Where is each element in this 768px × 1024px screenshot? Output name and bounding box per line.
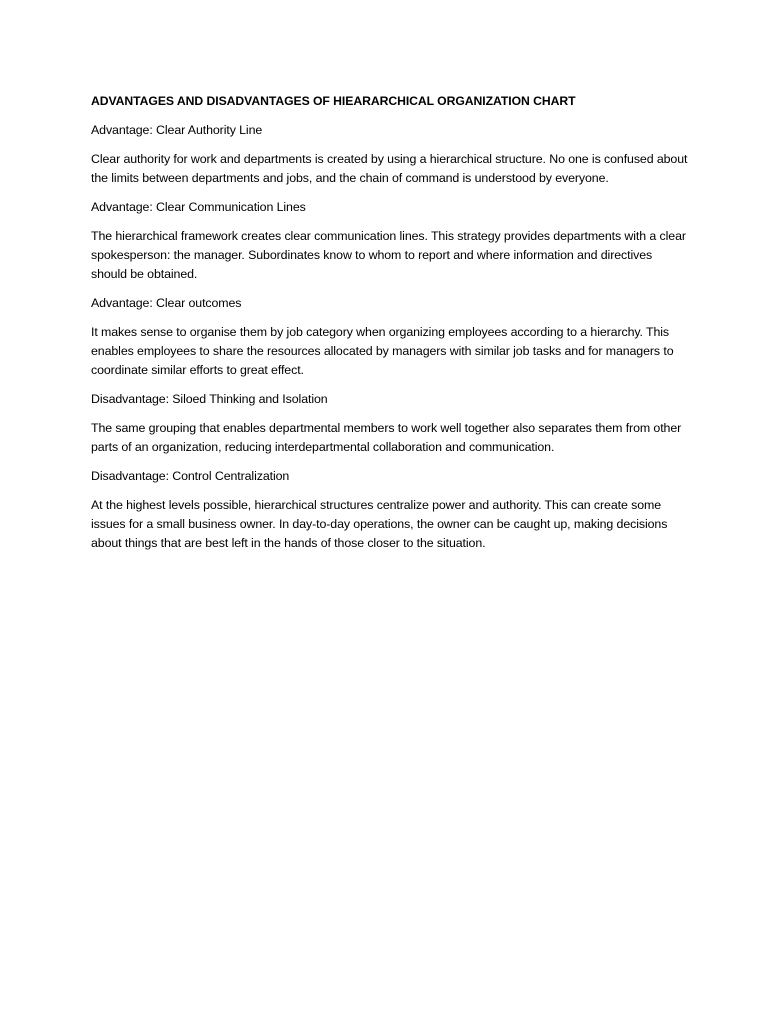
section-paragraph-clear-authority-line: Clear authority for work and departments is created by using a hierarchical structure. No one is confused about the limits between departments and jobs, and the chain of command is understood by everyone. <box>91 152 688 185</box>
section-paragraph-clear-communication-lines: The hierarchical framework creates clear communication lines. This strategy provides departments with a clear spokesperson: the manager. Subordinates know to whom to report and where information and directives should be obtained. <box>91 229 686 281</box>
section-heading-control-centralization: Disadvantage: Control Centralization <box>91 469 290 483</box>
section-paragraph-clear-outcomes: It makes sense to organise them by job category when organizing employees according to a hierarchy. This enables employees to share the resources allocated by managers with similar job tasks and for managers to coordinate similar efforts to great effect. <box>91 325 674 377</box>
document-body <box>91 92 691 563</box>
section-heading-clear-communication-lines: Advantage: Clear Communication Lines <box>91 200 306 214</box>
document-title: ADVANTAGES AND DISADVANTAGES OF HIEARARCHICAL ORGANIZATION CHART <box>91 94 576 108</box>
section-heading-clear-outcomes: Advantage: Clear outcomes <box>91 296 242 310</box>
section-paragraph-control-centralization: At the highest levels possible, hierarchical structures centralize power and authority. This can create some issues for a small business owner. In day-to-day operations, the owner can be caught up, making decisions about things that are best left in the hands of those closer to the situation. <box>91 498 668 550</box>
section-heading-siloed-thinking: Disadvantage: Siloed Thinking and Isolation <box>91 392 328 406</box>
section-paragraph-siloed-thinking: The same grouping that enables departmental members to work well together also separates them from other parts of an organization, reducing interdepartmental collaboration and communication. <box>91 421 682 454</box>
section-heading-clear-authority-line: Advantage: Clear Authority Line <box>91 123 263 137</box>
